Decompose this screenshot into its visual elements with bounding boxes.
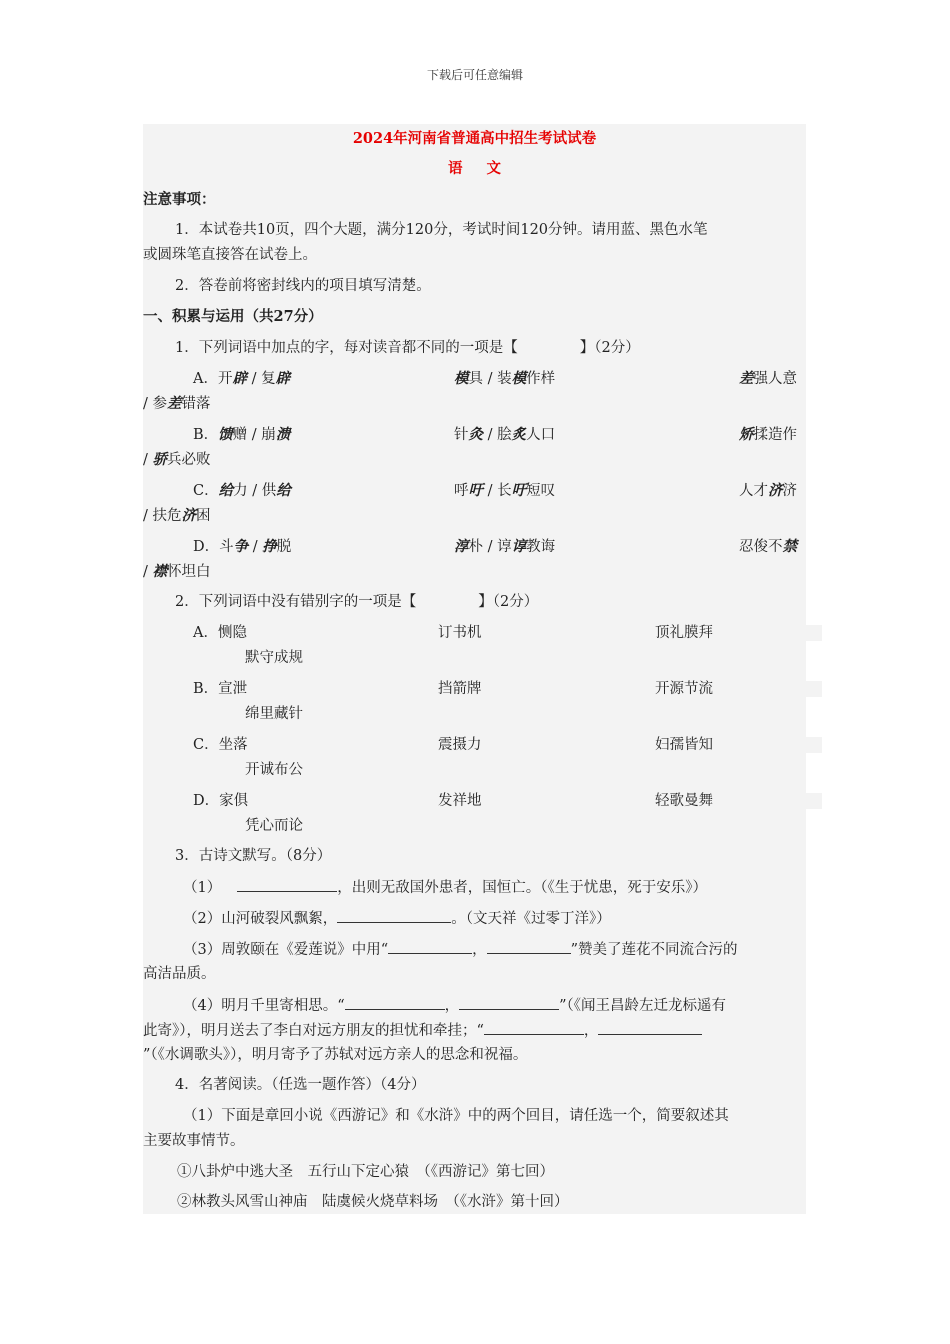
q1-option-a-pair1 <box>193 369 290 389</box>
q4-part-1-cont: 主要故事情节。 <box>143 1133 245 1149</box>
q1-option-a-pair2 <box>454 369 555 389</box>
dotted-char: 济 <box>181 507 196 524</box>
word-part: 忍俊不 <box>739 539 783 555</box>
word-part: / 脍 <box>483 427 512 443</box>
q3-sub-3-cont: 高洁品质。 <box>143 966 216 982</box>
q1-option-b-pair1 <box>193 425 290 445</box>
dotted-char: 灸 <box>468 426 483 443</box>
word-part: 怀坦白 <box>167 564 211 580</box>
dotted-char: 模 <box>511 370 527 387</box>
option-label: B． <box>193 681 219 697</box>
dotted-char: 争 <box>233 538 249 555</box>
dotted-char: 炙 <box>511 426 527 443</box>
q1-stem-text: 1．下列词语中加点的字，每对读音都不同的一项是【 <box>175 340 518 356</box>
q1-option-a-pair3-cont <box>143 394 211 414</box>
word-part: 具 / 装 <box>468 371 512 387</box>
q3-sub-1 <box>183 877 707 898</box>
word: 恻隐 <box>217 625 247 641</box>
q2-option-d-word2: 发祥地 <box>438 793 482 809</box>
q2-option-c-word4: 开诚布公 <box>245 762 303 778</box>
q1-stem <box>175 338 640 358</box>
dotted-char: 禁 <box>782 538 797 555</box>
dotted-char: 吁 <box>468 482 483 499</box>
sub-text: ， <box>583 1023 599 1039</box>
sub-text: ， <box>444 998 460 1014</box>
word-part: / 复 <box>246 371 276 387</box>
word-part: 力 / 供 <box>233 483 277 499</box>
word-part: 针 <box>454 427 469 443</box>
q2-option-a-word4: 默守成规 <box>245 650 303 666</box>
answer-blank[interactable] <box>487 939 571 954</box>
sub-text: ”赞美了莲花不同流合污的 <box>570 942 738 958</box>
q4-part-1: （1）下面是章回小说《西游记》和《水浒》中的两个回目，请任选一个，简要叙述其 <box>183 1108 729 1124</box>
answer-blank[interactable] <box>484 1020 584 1035</box>
option-label: C． <box>193 483 219 499</box>
sub-text: 此寄》），明月送去了李白对远方朋友的担忧和牵挂；“ <box>143 1023 484 1039</box>
table-stub <box>806 625 822 641</box>
sub-text: ，出则无敌国外患者，国恒亡。（《生于忧患，死于安乐》） <box>337 880 707 896</box>
answer-blank[interactable] <box>388 939 472 954</box>
table-stub <box>806 793 822 809</box>
word-part: 短叹 <box>526 483 556 499</box>
dotted-char: 差 <box>167 395 182 412</box>
q1-option-b-pair3 <box>739 425 797 445</box>
word-part: / 长 <box>483 483 512 499</box>
word-part: 斗 <box>219 539 234 555</box>
option-label: A． <box>193 625 218 641</box>
q1-stem-score: 】（2分） <box>579 340 640 356</box>
q3-stem: 3．古诗文默写。（8分） <box>175 848 332 864</box>
notice-item-1-cont: 或圆珠笔直接答在试卷上。 <box>143 247 317 263</box>
q1-option-d-pair3 <box>739 537 797 557</box>
q1-option-b-pair3-cont <box>143 450 211 470</box>
word-part: 呼 <box>454 483 469 499</box>
option-label: C． <box>193 737 219 753</box>
sub-text: （3）周敦颐在《爱莲说》中用“ <box>183 942 389 958</box>
dotted-char: 挣 <box>262 538 277 555</box>
q2-option-a-word2: 订书机 <box>438 625 482 641</box>
q2-option-b-word3: 开源节流 <box>655 681 713 697</box>
notice-heading: 注意事项： <box>143 191 216 208</box>
sub-text: ， <box>472 942 487 958</box>
sub-text: （2）山河破裂风飘絮， <box>183 911 338 927</box>
table-stub <box>806 681 822 697</box>
option-label: D． <box>193 793 220 809</box>
q4-item-2: ②林教头风雪山神庙 陆虞候火烧草料场 （《水浒》第十回） <box>177 1194 569 1210</box>
word-part: 济 <box>782 483 797 499</box>
dotted-char: 吁 <box>511 482 527 499</box>
q2-option-b-word2: 挡箭牌 <box>438 681 482 697</box>
dotted-char: 模 <box>454 370 469 387</box>
word-part: 脱 <box>276 539 292 555</box>
q2-stem-score: 】（2分） <box>478 594 539 610</box>
dotted-char: 给 <box>218 482 234 499</box>
word: 坐落 <box>218 737 248 753</box>
q2-option-a <box>193 623 247 643</box>
q3-sub-3 <box>183 939 738 960</box>
word: 宣泄 <box>218 681 248 697</box>
word-part: 赠 / 崩 <box>232 427 276 443</box>
dotted-char: 溃 <box>275 426 291 443</box>
sub-label: （1） <box>183 880 222 896</box>
header-note: 下载后可任意编辑 <box>426 68 523 82</box>
q2-option-c-word2: 震摄力 <box>438 737 482 753</box>
subject-title: 语文 <box>448 160 525 177</box>
dotted-char: 辟 <box>275 370 291 387</box>
word-part: 错落 <box>181 396 211 412</box>
dotted-char: 淳 <box>454 538 469 555</box>
dotted-char: 襟 <box>152 563 167 580</box>
q2-option-d <box>193 791 248 811</box>
q2-option-d-word3: 轻歌曼舞 <box>655 793 713 809</box>
word-part: 开 <box>217 371 233 387</box>
sub-text: 。（文天祥《过零丁洋》） <box>451 911 611 927</box>
q1-option-c-pair1 <box>193 481 291 501</box>
q1-option-d-pair1 <box>193 537 291 557</box>
q2-option-b <box>193 679 247 699</box>
q1-option-d-pair2 <box>454 537 555 557</box>
option-label: D． <box>193 539 220 555</box>
exam-page <box>143 124 806 1214</box>
word-part: 强人意 <box>753 371 797 387</box>
notice-item-2: 2．答卷前将密封线内的项目填写清楚。 <box>175 278 431 294</box>
word-part: 教诲 <box>526 539 556 555</box>
table-stub <box>806 737 822 753</box>
q2-option-d-word4: 凭心而论 <box>245 818 303 834</box>
q1-option-a-pair3 <box>739 369 797 389</box>
q2-option-c-word3: 妇孺皆知 <box>655 737 713 753</box>
notice-item-1: 1．本试卷共10页，四个大题，满分120分，考试时间120分钟。请用蓝、黑色水笔 <box>175 222 708 238</box>
option-label: A． <box>193 371 218 387</box>
word-part: / <box>143 452 153 468</box>
option-label: B． <box>193 427 219 443</box>
word-part: / <box>248 539 263 555</box>
word-part: 人才 <box>739 483 768 499</box>
q3-sub-4-cont2: ”（《水调歌头》），明月寄予了苏轼对远方亲人的思念和祝福。 <box>143 1047 528 1063</box>
q3-sub-4-cont <box>143 1020 702 1041</box>
dotted-char: 济 <box>768 482 783 499</box>
word-part: 揉造作 <box>753 427 797 443</box>
dotted-char: 差 <box>739 370 754 387</box>
answer-blank[interactable] <box>337 908 451 923</box>
word-part: 人口 <box>526 427 556 443</box>
q1-option-d-pair3-cont <box>143 562 211 582</box>
dotted-char: 辟 <box>232 370 247 387</box>
q1-option-b-pair2 <box>454 425 555 445</box>
dotted-char: 矫 <box>739 426 754 443</box>
word-part: 朴 / 谆 <box>468 539 512 555</box>
dotted-char: 骄 <box>152 451 167 468</box>
q2-stem-text: 2．下列词语中没有错别字的一项是【 <box>175 594 417 610</box>
q2-option-c <box>193 735 248 755</box>
q1-option-c-pair2 <box>454 481 555 501</box>
q1-option-c-pair3 <box>739 481 797 501</box>
word-part: 兵必败 <box>167 452 211 468</box>
answer-blank[interactable] <box>345 995 445 1010</box>
dotted-char: 馈 <box>218 426 233 443</box>
sub-text: ”（《闻王昌龄左迁龙标遥有 <box>559 998 727 1014</box>
q4-item-1: ①八卦炉中逃大圣 五行山下定心猿 （《西游记》第七回） <box>177 1164 554 1180</box>
section-1-heading: 一、积累与运用（共27分） <box>143 308 323 325</box>
q2-option-a-word3: 顶礼膜拜 <box>655 625 713 641</box>
word-part: / <box>143 564 153 580</box>
q4-stem: 4．名著阅读。（任选一题作答）（4分） <box>175 1077 426 1093</box>
q3-sub-4 <box>183 995 726 1016</box>
word-part: 作样 <box>526 371 556 387</box>
word-part: / 参 <box>143 396 167 412</box>
word-part: / 扶危 <box>143 508 182 524</box>
exam-title: 2024年河南省普通高中招生考试试卷 <box>352 130 597 147</box>
q2-stem <box>175 592 538 612</box>
q3-sub-2 <box>183 908 611 929</box>
answer-blank[interactable] <box>237 877 337 892</box>
dotted-char: 给 <box>276 482 291 499</box>
q1-option-c-pair3-cont <box>143 506 211 526</box>
answer-blank[interactable] <box>598 1020 702 1035</box>
dotted-char: 谆 <box>511 538 527 555</box>
sub-text: （4）明月千里寄相思。“ <box>183 998 345 1014</box>
answer-blank[interactable] <box>459 995 559 1010</box>
q2-option-b-word4: 绵里藏针 <box>245 706 303 722</box>
word-part: 困 <box>196 508 211 524</box>
word: 家俱 <box>219 793 249 809</box>
